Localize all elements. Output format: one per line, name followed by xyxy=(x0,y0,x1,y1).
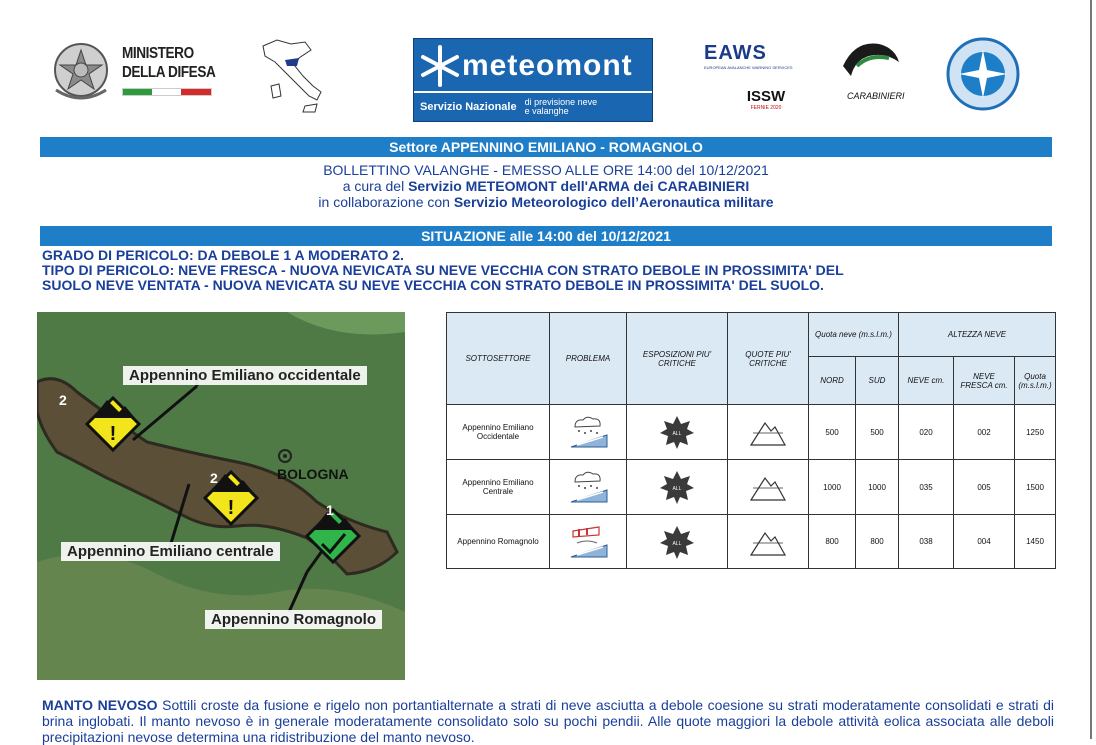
meteomont-sub1: di previsione neve xyxy=(524,97,598,107)
eaws-wordmark: EAWS xyxy=(704,42,767,64)
new-snow-problem-icon xyxy=(567,415,609,449)
danger-section xyxy=(42,248,1052,293)
th-quota-neve: Quota neve (m.s.l.m.) xyxy=(809,313,899,357)
mountain-elevation-icon xyxy=(749,527,787,557)
cell-sud: 1000 xyxy=(856,460,899,515)
th-esposizioni: ESPOSIZIONI PIU' CRITICHE xyxy=(627,313,728,405)
th-quota: Quota (m.s.l.m.) xyxy=(1015,357,1056,405)
eaws-subtitle: EUROPEAN AVALANCHE WARNING SERVICES xyxy=(704,65,793,70)
cell-problema xyxy=(550,515,627,569)
eaws-logo xyxy=(704,42,814,70)
bulletin-line3: in collaborazione con Servizio Meteorologico dell’Aeronautica militare xyxy=(318,194,774,210)
meteomont-service: Servizio Nazionale xyxy=(420,101,517,113)
th-nord: NORD xyxy=(809,357,856,405)
cell-quota: 1500 xyxy=(1015,460,1056,515)
svg-text:ALL: ALL xyxy=(672,540,682,547)
cell-quota: 1250 xyxy=(1015,405,1056,460)
cell-sottosettore: Appennino Emiliano Centrale xyxy=(447,460,550,515)
manto-nevoso-section xyxy=(42,697,1054,745)
meteomont-logo xyxy=(413,38,653,122)
cell-quote xyxy=(728,460,809,515)
map-label-centrale: Appennino Emiliano centrale xyxy=(61,542,280,561)
cell-nord: 800 xyxy=(809,515,856,569)
svg-text:!: ! xyxy=(227,497,235,519)
table-row xyxy=(447,460,1056,515)
danger-map xyxy=(37,312,405,680)
cell-esposizioni xyxy=(627,460,728,515)
cell-fresca: 005 xyxy=(954,460,1015,515)
bulletin-line2: a cura del Servizio METEOMONT dell'ARMA dei CARABINIERI xyxy=(342,178,750,194)
th-problema: PROBLEMA xyxy=(550,313,627,405)
all-aspects-icon xyxy=(659,524,695,560)
map-level-centrale: 2 xyxy=(210,470,218,486)
cell-sud: 800 xyxy=(856,515,899,569)
italian-emblem-logo xyxy=(50,38,112,111)
danger-type-line2: SUOLO NEVE VENTATA - NUOVA NEVICATA SU NEVE VECCHIA CON STRATO DEBOLE IN PROSSIMITA' DEL SUOLO. xyxy=(42,277,824,293)
avalanche-table xyxy=(446,312,1056,569)
th-sud: SUD xyxy=(856,357,899,405)
map-level-romagnolo: 1 xyxy=(326,502,334,518)
cell-neve: 035 xyxy=(899,460,954,515)
danger-grade: GRADO DI PERICOLO: DA DEBOLE 1 A MODERATO 2. xyxy=(42,247,404,263)
issw-logo xyxy=(736,88,796,111)
cell-neve: 038 xyxy=(899,515,954,569)
cell-quote xyxy=(728,515,809,569)
table-row xyxy=(447,515,1056,569)
meteomont-sub2: e valanghe xyxy=(524,106,569,116)
svg-text:ALL: ALL xyxy=(672,431,682,437)
italian-flag-bar xyxy=(122,88,212,96)
carabinieri-logo xyxy=(835,36,915,101)
bulletin-line1: BOLLETTINO VALANGHE - EMESSO ALLE ORE 14:00 del 10/12/2021 xyxy=(323,162,769,178)
svg-text:ALL: ALL xyxy=(672,486,682,492)
th-neve-cm: NEVE cm. xyxy=(899,357,954,405)
ministero-logo xyxy=(122,44,232,96)
th-sottosettore: SOTTOSETTORE xyxy=(447,313,550,405)
issw-subtitle: FERNIE 2020 xyxy=(750,105,782,111)
map-label-romagnolo: Appennino Romagnolo xyxy=(205,610,382,629)
cell-nord: 500 xyxy=(809,405,856,460)
table-row xyxy=(447,405,1056,460)
cell-neve: 020 xyxy=(899,405,954,460)
bulletin-heading xyxy=(40,162,1052,210)
situation-bar: SITUAZIONE alle 14:00 del 10/12/2021 xyxy=(40,226,1052,246)
ministero-line2: DELLA DIFESA xyxy=(122,64,216,81)
cell-sottosettore: Appennino Emiliano Occidentale xyxy=(447,405,550,460)
th-altezza-neve: ALTEZZA NEVE xyxy=(899,313,1056,357)
manto-text: Sottili croste da fusione e rigelo non portantialternate a strati di neve asciutta a debole coesione su strati moderatamente consolidati e strati di brina inglobati. Il manto nevoso è in generale moderatamente consolidato solo su pochi pendii. Alle quote maggiori la debole attività eolica associata alle deboli precipitazioni nevose determina una ridistribuzione del manto nevoso. xyxy=(42,697,1054,745)
new-snow-problem-icon xyxy=(567,470,609,504)
danger-type-line1: TIPO DI PERICOLO: NEVE FRESCA - NUOVA NEVICATA SU NEVE VECCHIA CON STRATO DEBOLE IN PROSSIMITA' DEL xyxy=(42,262,844,278)
mountain-elevation-icon xyxy=(749,417,787,447)
svg-text:!: ! xyxy=(109,423,117,445)
cell-sottosettore: Appennino Romagnolo xyxy=(447,515,550,569)
map-label-occidentale: Appennino Emiliano occidentale xyxy=(123,366,367,385)
italy-map-icon xyxy=(255,36,335,121)
cell-fresca: 004 xyxy=(954,515,1015,569)
cell-nord: 1000 xyxy=(809,460,856,515)
ministero-line1: MINISTERO xyxy=(122,45,194,62)
th-neve-fresca: NEVE FRESCA cm. xyxy=(954,357,1015,405)
mountain-elevation-icon xyxy=(749,472,787,502)
logos-row xyxy=(40,30,1050,120)
snowflake-icon xyxy=(418,43,462,89)
cell-esposizioni xyxy=(627,405,728,460)
issw-wordmark: ISSW xyxy=(746,88,786,105)
cell-fresca: 002 xyxy=(954,405,1015,460)
cell-problema xyxy=(550,460,627,515)
all-aspects-icon xyxy=(659,414,695,450)
manto-title: MANTO NEVOSO xyxy=(42,697,158,713)
meteomont-wordmark: meteomont xyxy=(462,49,633,82)
cell-esposizioni xyxy=(627,515,728,569)
wind-slab-problem-icon xyxy=(567,525,609,559)
cell-problema xyxy=(550,405,627,460)
sector-bar: Settore APPENNINO EMILIANO - ROMAGNOLO xyxy=(40,137,1052,157)
cell-sud: 500 xyxy=(856,405,899,460)
th-quote: QUOTE PIU' CRITICHE xyxy=(728,313,809,405)
aeronautica-logo xyxy=(945,36,1021,117)
map-level-occidentale: 2 xyxy=(59,392,67,408)
carabinieri-wordmark: CARABINIERI xyxy=(847,91,905,101)
all-aspects-icon xyxy=(659,469,695,505)
cell-quote xyxy=(728,405,809,460)
cell-quota: 1450 xyxy=(1015,515,1056,569)
map-city-bologna: BOLOGNA xyxy=(277,466,349,482)
